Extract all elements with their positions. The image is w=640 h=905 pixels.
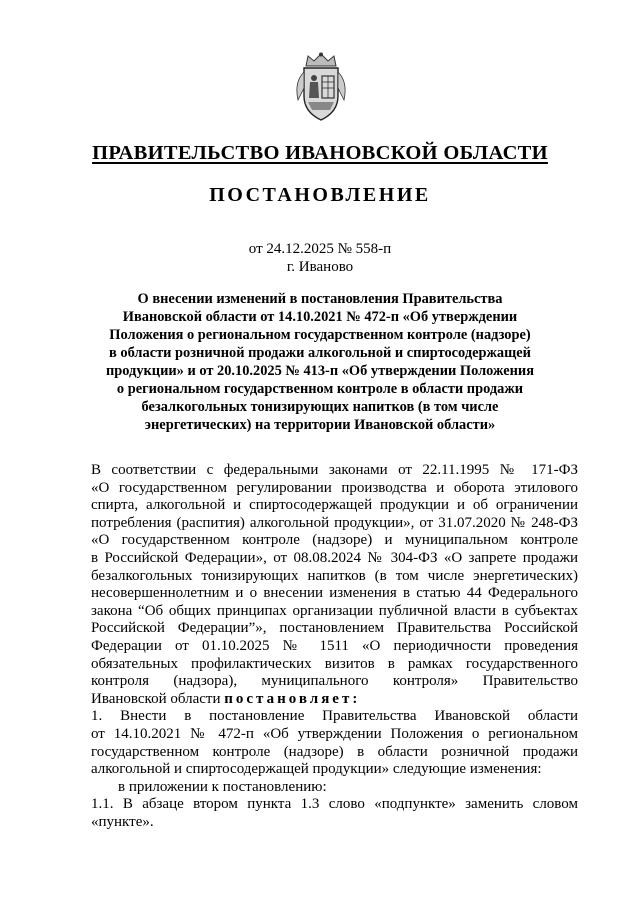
preamble-line: контроля (надзора), муниципального контроля» Правительство: [91, 673, 578, 690]
date-number: от 24.12.2025 № 558-п: [248, 241, 392, 257]
preamble-line: В соответствии с федеральными законами от 22.11.1995 № 171-ФЗ: [91, 462, 578, 478]
preamble-line: закона “Об общих принципах организации публичной власти в субъектах: [91, 602, 578, 619]
heading-line: о региональном государственном контроле в области продажи: [116, 381, 524, 397]
city: г. Иваново: [286, 259, 354, 275]
preamble-line: «О государственном регулировании производства и оборота этилового: [91, 479, 578, 496]
preamble-line: «О государственном контроле (надзоре) и муниципальном контроле: [91, 532, 578, 549]
decree-word: постановляет: [224, 690, 353, 707]
heading-line: безалкогольных тонизирующих напитков (в том числе: [141, 399, 499, 415]
preamble-line: Российской Федерации”», постановлением Правительства Российской: [91, 620, 578, 637]
preamble-line: несовершеннолетним и о внесении изменения в статью 44 Федерального: [91, 585, 578, 602]
heading-line: в области розничной продажи алкогольной и спиртосодержащей: [109, 345, 531, 361]
preamble-line: Федерации от 01.10.2025 № 1511 «О периодичности проведения: [91, 637, 578, 654]
heading-line: энергетических) на территории Ивановской области»: [144, 417, 496, 433]
heading-line: продукции» и от 20.10.2025 № 413-п «Об утверждении Положения: [105, 363, 535, 379]
preamble-line: обязательных профилактических визитов в рамках государственного: [91, 655, 578, 672]
item-1-1-line: «пункте».: [91, 813, 154, 830]
preamble-line: потребления (распития) алкогольной продукции», от 31.07.2020 № 248-ФЗ: [91, 514, 578, 531]
preamble-last-text: Ивановской области: [91, 690, 221, 707]
preamble-last-line: [91, 691, 578, 709]
heading-line: Ивановской области от 14.10.2021 № 472-п «Об утверждении: [122, 309, 518, 325]
item-1-line: алкогольной и спиртосодержащей продукции» следующие изменения:: [91, 761, 542, 778]
document-body: [91, 462, 578, 831]
government-name: ПРАВИТЕЛЬСТВО ИВАНОВСКОЙ ОБЛАСТИ: [92, 142, 548, 164]
heading-line: О внесении изменений в постановления Правительства: [137, 291, 503, 307]
preamble-line: безалкогольных тонизирующих напитков (в том числе энергетических): [91, 567, 578, 584]
decree-colon: :: [352, 690, 358, 707]
document-meta: [0, 240, 640, 276]
item-1-line: от 14.10.2021 № 472-п «Об утверждении Положения о региональном: [91, 725, 578, 742]
heading-line: Положения о региональном государственном контроле (надзоре): [109, 327, 531, 343]
document-type: ПОСТАНОВЛЕНИЕ: [209, 184, 431, 206]
item-1-line: 1. Внести в постановление Правительства Ивановской области: [91, 708, 578, 725]
preamble-line: спирта, алкогольной и спиртосодержащей продукции и об ограничении: [91, 497, 578, 514]
item-1-sub: в приложении к постановлению:: [118, 778, 327, 795]
document-heading: [100, 290, 540, 434]
item-1-line: государственном контроле (надзоре) в области розничной продажи: [91, 743, 578, 760]
preamble-line: в Российской Федерации», от 08.08.2024 № 304-ФЗ «О запрете продажи: [91, 549, 578, 566]
ivanovo-coat-of-arms-icon: [294, 52, 348, 124]
item-1-1-line: 1.1. В абзаце втором пункта 1.3 слово «подпункте» заменить словом: [91, 796, 578, 813]
